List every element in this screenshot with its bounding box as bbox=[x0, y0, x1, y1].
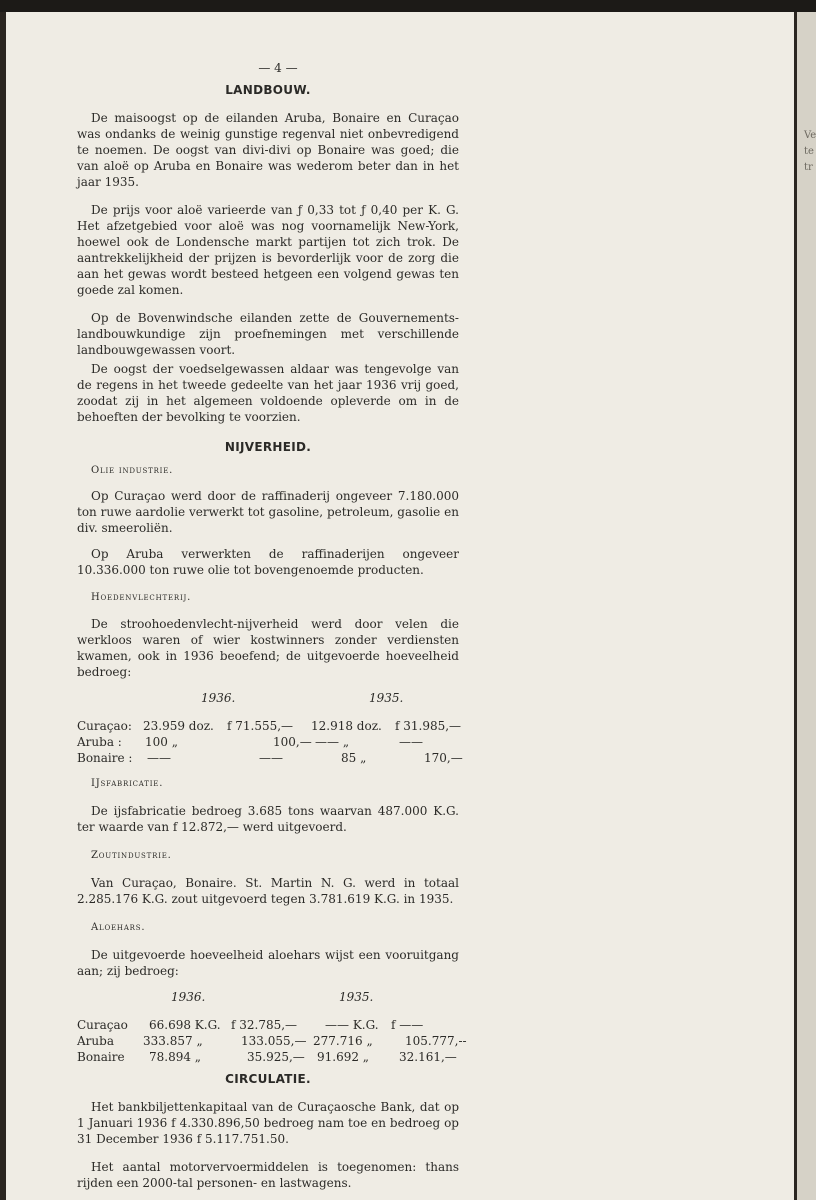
table-row bbox=[77, 1049, 459, 1065]
cell-quantity: 333.857 „ bbox=[143, 1034, 203, 1048]
year-header: 1935. bbox=[369, 691, 404, 705]
cell-value: f 32.785,— bbox=[231, 1018, 298, 1032]
cell-value: 100,— bbox=[273, 735, 312, 749]
row-label: Curaçao: bbox=[77, 719, 132, 733]
cell-quantity: —— bbox=[147, 751, 171, 765]
paragraph: Op de Bovenwindsche eilanden zette de Gouvernements-landbouwkundige zijn proefnemingen met verschillende landbouwgewassen voort. bbox=[77, 311, 459, 357]
table-header-row bbox=[77, 690, 459, 706]
paragraph: De uitgevoerde hoeveelheid aloehars wijst een vooruitgang aan; zij bedroeg: bbox=[77, 948, 459, 978]
adjacent-page-edge bbox=[794, 12, 816, 1200]
cell-quantity: 91.692 „ bbox=[317, 1050, 370, 1064]
subheading-hoeden: Hoedenvlechterij. bbox=[91, 592, 192, 603]
paragraph: De prijs voor aloë varieerde van ƒ 0,33 tot ƒ 0,40 per K. G. Het afzetgebied voor aloë was nog voornamelijk New-York, hoewel ook de Londensche markt partijen tot zich trok. De aantrekkelijkheid der prijzen is bevorderlijk voor de zorg die aan het gewas wordt besteed hetgeen een volgend gewas ten goede zal komen. bbox=[77, 203, 459, 297]
paragraph: De ijsfabricatie bedroeg 3.685 tons waarvan 487.000 K.G. ter waarde van f 12.872,— werd uitgevoerd. bbox=[77, 804, 459, 834]
page-gutter bbox=[794, 12, 797, 1200]
aloehars-table bbox=[77, 989, 467, 1065]
page-number: — 4 — bbox=[258, 61, 298, 75]
cell-quantity: 277.716 „ bbox=[313, 1034, 373, 1048]
table-row bbox=[77, 734, 459, 750]
paragraph: Het aantal motorvervoermiddelen is toegenomen: thans rijden een 2000-tal personen- en lastwagens. bbox=[77, 1160, 459, 1190]
paragraph: De maisoogst op de eilanden Aruba, Bonaire en Curaçao was ondanks de weinig gunstige regenval niet onbevredigend te noemen. De oogst van divi-divi op Bonaire was goed; die van aloë op Aruba en Bonaire was wederom beter dan in het jaar 1935. bbox=[77, 111, 459, 189]
table-row bbox=[77, 1017, 459, 1033]
cell-value: 35.925,— bbox=[247, 1050, 305, 1064]
table-row bbox=[77, 718, 462, 734]
edge-fragment: te bbox=[804, 146, 814, 157]
row-label: Bonaire : bbox=[77, 751, 133, 765]
subheading-aloehars: Aloehars. bbox=[91, 922, 146, 933]
cell-quantity: 78.894 „ bbox=[149, 1050, 202, 1064]
table-row bbox=[77, 1033, 467, 1049]
cell-quantity: —— „ bbox=[315, 735, 350, 749]
paragraph: De stroohoedenvlecht-nijverheid werd door velen die werkloos waren of wier kostwinners zonder verdiensten kwamen, ook in 1936 beoefend; de uitgevoerde hoeveelheid bedroeg: bbox=[77, 617, 459, 679]
cell-quantity: 100 „ bbox=[145, 735, 178, 749]
paragraph: Het bankbiljettenkapitaal van de Curaçaosche Bank, dat op 1 Januari 1936 f 4.330.896,50 bedroeg nam toe en bedroeg op 31 December 1936 f 5.117.751.50. bbox=[77, 1100, 459, 1146]
table-row bbox=[77, 750, 463, 766]
row-label: Aruba : bbox=[77, 735, 122, 749]
cell-quantity: 66.698 K.G. bbox=[149, 1018, 221, 1032]
paragraph: Van Curaçao, Bonaire. St. Martin N. G. werd in totaal 2.285.176 K.G. zout uitgevoerd tegen 3.781.619 K.G. in 1935. bbox=[77, 876, 459, 906]
year-header: 1936. bbox=[201, 691, 236, 705]
hoeden-table bbox=[77, 690, 463, 766]
year-header: 1935. bbox=[339, 990, 374, 1004]
paragraph: De oogst der voedselgewassen aldaar was tengevolge van de regens in het tweede gedeelte van het jaar 1936 vrij goed, zoodat zij in het algemeen voldoende opleverde om in de behoeften der bevolking te voorzien. bbox=[77, 362, 459, 424]
cell-quantity: 85 „ bbox=[341, 751, 367, 765]
row-label: Aruba bbox=[77, 1034, 114, 1048]
cell-value: 105.777,-- bbox=[405, 1034, 467, 1048]
row-label: Curaçao bbox=[77, 1018, 128, 1032]
top-border bbox=[0, 0, 816, 12]
subheading-olie: Olie industrie. bbox=[91, 465, 174, 476]
edge-fragment: Ve bbox=[804, 130, 816, 141]
cell-value: 133.055,— bbox=[241, 1034, 307, 1048]
cell-quantity: —— K.G. bbox=[325, 1018, 379, 1032]
section-title-landbouw: LANDBOUW. bbox=[225, 83, 311, 97]
section-title-nijverheid: NIJVERHEID. bbox=[224, 440, 312, 454]
section-title-circulatie: CIRCULATIE. bbox=[225, 1072, 311, 1086]
cell-value: f 31.985,— bbox=[395, 719, 462, 733]
cell-value: f 71.555,— bbox=[227, 719, 294, 733]
subheading-ijs: IJsfabricatie. bbox=[91, 778, 164, 789]
cell-quantity: 23.959 doz. bbox=[143, 719, 214, 733]
table-header-row bbox=[77, 989, 459, 1005]
cell-value: 170,— bbox=[424, 751, 463, 765]
paragraph: Op Curaçao werd door de raffinaderij ongeveer 7.180.000 ton ruwe aardolie verwerkt tot gasoline, petroleum, gasolie en div. smeeroliën. bbox=[77, 489, 459, 535]
page-content bbox=[77, 60, 467, 1191]
row-label: Bonaire bbox=[77, 1050, 125, 1064]
cell-value: —— bbox=[259, 751, 283, 765]
cell-value: —— bbox=[399, 735, 423, 749]
cell-value: f —— bbox=[391, 1018, 424, 1032]
edge-fragment: tr bbox=[804, 162, 813, 173]
year-header: 1936. bbox=[171, 990, 206, 1004]
cell-quantity: 12.918 doz. bbox=[311, 719, 382, 733]
paragraph: Op Aruba verwerkten de raffinaderijen ongeveer 10.336.000 ton ruwe olie tot bovengenoemde producten. bbox=[77, 547, 459, 577]
subheading-zout: Zoutindustrie. bbox=[91, 850, 172, 861]
cell-value: 32.161,— bbox=[399, 1050, 457, 1064]
